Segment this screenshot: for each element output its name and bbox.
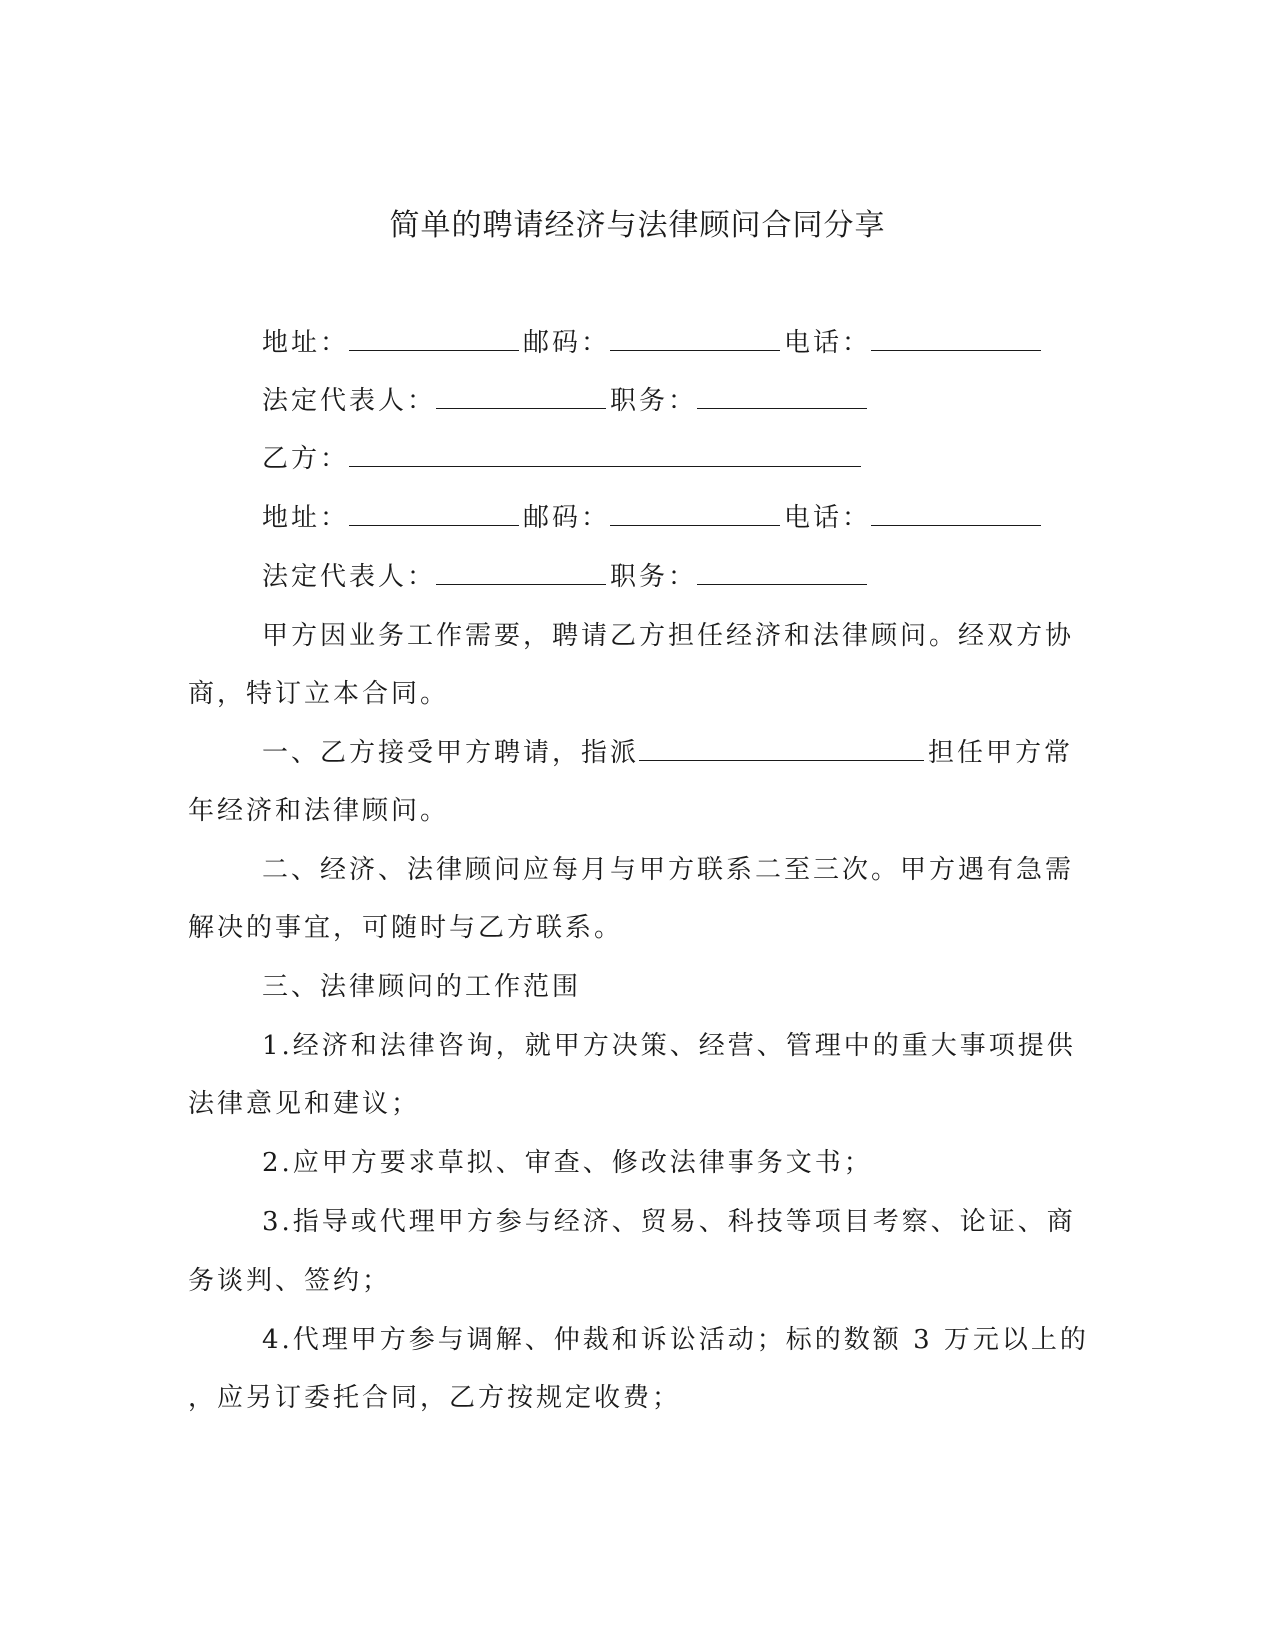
appointee-blank bbox=[639, 736, 924, 761]
party-a-rep-row bbox=[262, 380, 871, 417]
phone-blank bbox=[871, 326, 1041, 351]
item-4-line1: 4.代理甲方参与调解、仲裁和诉讼活动；标的数额 3 万元以上的 bbox=[262, 1325, 1089, 1355]
clause-1-line2: 年经济和法律顾问。 bbox=[188, 796, 450, 826]
clause-1-line1 bbox=[262, 732, 1073, 769]
legal-rep-label: 法定代表人： bbox=[262, 386, 437, 416]
party-a-contact-row bbox=[262, 322, 1045, 359]
clause-2-line1: 二、经济、法律顾问应每月与甲方联系二至三次。甲方遇有急需 bbox=[262, 855, 1075, 885]
position-blank bbox=[697, 560, 867, 585]
clause-2-line2: 解决的事宜，可随时与乙方联系。 bbox=[188, 913, 624, 943]
party-b-label: 乙方： bbox=[262, 444, 350, 474]
legal-rep-blank bbox=[436, 560, 606, 585]
postcode-blank bbox=[610, 326, 780, 351]
phone-label: 电话： bbox=[784, 328, 872, 358]
postcode-label: 邮码： bbox=[523, 328, 611, 358]
postcode-blank bbox=[610, 501, 780, 526]
item-1-line1: 1.经济和法律咨询，就甲方决策、经营、管理中的重大事项提供 bbox=[262, 1031, 1076, 1061]
postcode-label: 邮码： bbox=[523, 503, 611, 533]
clause-1-text-after: 担任甲方常 bbox=[928, 738, 1074, 768]
party-b-contact-row bbox=[262, 497, 1045, 534]
legal-rep-blank bbox=[436, 384, 606, 409]
position-blank bbox=[697, 384, 867, 409]
address-blank bbox=[349, 326, 519, 351]
phone-label: 电话： bbox=[784, 503, 872, 533]
clause-1-text-before: 一、乙方接受甲方聘请，指派 bbox=[262, 738, 640, 768]
item-3-line2: 务谈判、签约； bbox=[188, 1266, 392, 1296]
clause-3-heading: 三、法律顾问的工作范围 bbox=[262, 972, 582, 1002]
intro-paragraph-line2: 商，特订立本合同。 bbox=[188, 679, 450, 709]
phone-blank bbox=[871, 501, 1041, 526]
document-title: 简单的聘请经济与法律顾问合同分享 bbox=[389, 208, 886, 243]
item-2-line1: 2.应甲方要求草拟、审查、修改法律事务文书； bbox=[262, 1148, 873, 1178]
item-3-line1: 3.指导或代理甲方参与经济、贸易、科技等项目考察、论证、商 bbox=[262, 1207, 1076, 1237]
item-4-line2: ，应另订委托合同，乙方按规定收费； bbox=[188, 1383, 682, 1413]
party-b-row bbox=[262, 438, 865, 475]
item-1-line2: 法律意见和建议； bbox=[188, 1089, 421, 1119]
party-b-rep-row bbox=[262, 556, 871, 593]
address-label: 地址： bbox=[262, 503, 350, 533]
position-label: 职务： bbox=[610, 562, 698, 592]
position-label: 职务： bbox=[610, 386, 698, 416]
intro-paragraph-line1: 甲方因业务工作需要，聘请乙方担任经济和法律顾问。经双方协 bbox=[262, 621, 1075, 651]
address-label: 地址： bbox=[262, 328, 350, 358]
party-b-blank bbox=[349, 442, 861, 467]
legal-rep-label: 法定代表人： bbox=[262, 562, 437, 592]
address-blank bbox=[349, 501, 519, 526]
